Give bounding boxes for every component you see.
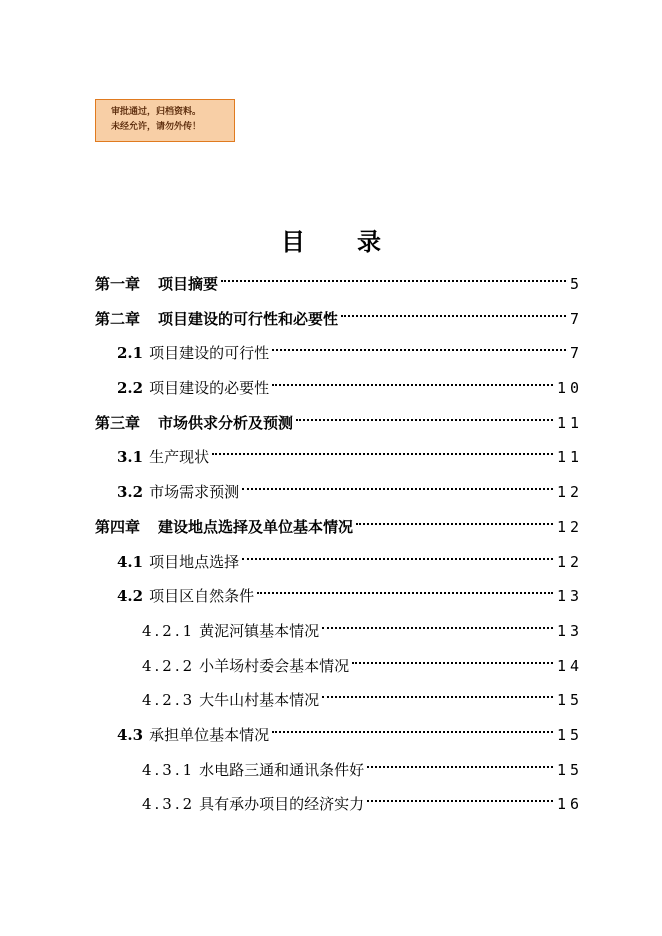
toc-entry-number: 4.3.1 [142, 760, 196, 779]
toc-entry-section-2-2[interactable] [95, 371, 583, 406]
toc-entry-section-3-1[interactable] [95, 440, 583, 475]
toc-leader-dots [242, 488, 553, 490]
toc-leader-dots [221, 280, 566, 282]
toc-leader-dots [272, 731, 553, 733]
toc-entry-number: 4.2.1 [142, 621, 196, 640]
toc-entry-subsection-4-2-2[interactable] [95, 649, 583, 684]
toc-title-right: 录 [357, 227, 381, 256]
toc-entry-number: 第二章 [95, 309, 141, 328]
toc-leader-dots [272, 349, 566, 351]
toc-entry-page: 14 [556, 656, 583, 675]
toc-leader-dots [356, 523, 553, 525]
toc-entry-number: 4.2.2 [142, 656, 196, 675]
toc-entry-number: 4.2.3 [142, 691, 196, 710]
toc-leader-dots [367, 766, 553, 768]
toc-entry-chapter-1[interactable] [95, 267, 583, 302]
toc-entry-page: 15 [556, 725, 583, 744]
toc-entry-page: 16 [556, 795, 583, 814]
toc-entry-section-3-2[interactable] [95, 475, 583, 510]
toc-leader-dots [212, 453, 553, 455]
toc-entry-subsection-4-2-1[interactable] [95, 614, 583, 649]
toc-entry-title: 建设地点选择及单位基本情况 [158, 517, 354, 536]
toc-leader-dots [257, 592, 553, 594]
toc-entry-number: 4.2 [117, 587, 144, 606]
toc-entry-page: 11 [556, 448, 583, 467]
toc-entry-page: 7 [569, 309, 583, 328]
toc-leader-dots [367, 800, 553, 802]
toc-entry-title: 黄泥河镇基本情况 [199, 621, 320, 640]
toc-entry-number: 3.1 [117, 448, 144, 467]
table-of-contents [95, 267, 583, 822]
toc-title [0, 222, 662, 262]
toc-entry-page: 15 [556, 760, 583, 779]
notice-line-2: 未经允许，请勿外传！ [111, 122, 202, 132]
toc-entry-title: 生产现状 [149, 448, 210, 467]
toc-entry-section-4-2[interactable] [95, 579, 583, 614]
toc-entry-page: 13 [556, 621, 583, 640]
toc-title-left: 目 [281, 227, 305, 256]
toc-leader-dots [272, 384, 553, 386]
toc-entry-title: 项目建设的可行性 [149, 344, 270, 363]
toc-entry-number: 3.2 [117, 483, 144, 502]
toc-entry-page: 13 [556, 587, 583, 606]
toc-entry-title: 承担单位基本情况 [149, 725, 270, 744]
toc-entry-title: 项目建设的可行性和必要性 [158, 309, 339, 328]
notice-line-1: 审批通过，归档资料。 [111, 107, 202, 117]
toc-entry-title: 项目区自然条件 [149, 587, 255, 606]
toc-entry-subsection-4-2-3[interactable] [95, 683, 583, 718]
toc-entry-page: 12 [556, 517, 583, 536]
toc-entry-title: 市场需求预测 [149, 483, 240, 502]
toc-entry-section-4-1[interactable] [95, 545, 583, 580]
toc-entry-section-4-3[interactable] [95, 718, 583, 753]
toc-entry-title: 项目建设的必要性 [149, 379, 270, 398]
toc-entry-page: 7 [569, 344, 583, 363]
toc-entry-subsection-4-3-1[interactable] [95, 753, 583, 788]
toc-entry-page: 5 [569, 275, 583, 293]
toc-entry-title: 项目摘要 [158, 275, 219, 293]
toc-entry-number: 4.1 [117, 552, 144, 571]
toc-entry-subsection-4-3-2[interactable] [95, 787, 583, 822]
toc-entry-title: 水电路三通和通讯条件好 [199, 760, 365, 779]
toc-entry-page: 12 [556, 552, 583, 571]
toc-entry-title: 小羊场村委会基本情况 [199, 656, 350, 675]
toc-entry-page: 15 [556, 691, 583, 710]
toc-entry-chapter-4[interactable] [95, 510, 583, 545]
toc-entry-number: 4.3 [117, 725, 144, 744]
toc-entry-chapter-3[interactable] [95, 406, 583, 441]
toc-entry-page: 11 [556, 413, 583, 432]
toc-entry-section-2-1[interactable] [95, 336, 583, 371]
toc-entry-title: 市场供求分析及预测 [158, 413, 294, 432]
toc-leader-dots [352, 662, 553, 664]
toc-entry-page: 10 [556, 379, 583, 398]
toc-entry-title: 具有承办项目的经济实力 [199, 795, 365, 814]
toc-entry-number: 第三章 [95, 413, 141, 432]
toc-entry-number: 2.1 [117, 344, 144, 363]
toc-leader-dots [242, 558, 553, 560]
toc-entry-chapter-2[interactable] [95, 302, 583, 337]
toc-leader-dots [322, 696, 553, 698]
toc-entry-title: 大牛山村基本情况 [199, 691, 320, 710]
toc-entry-number: 2.2 [117, 379, 144, 398]
confidential-notice-stamp [95, 99, 235, 142]
toc-entry-number: 第一章 [95, 275, 141, 293]
toc-entry-title: 项目地点选择 [149, 552, 240, 571]
toc-entry-number: 第四章 [95, 517, 141, 536]
toc-leader-dots [322, 627, 553, 629]
toc-leader-dots [296, 419, 553, 421]
toc-entry-number: 4.3.2 [142, 795, 196, 814]
toc-entry-page: 12 [556, 483, 583, 502]
toc-leader-dots [341, 315, 566, 317]
